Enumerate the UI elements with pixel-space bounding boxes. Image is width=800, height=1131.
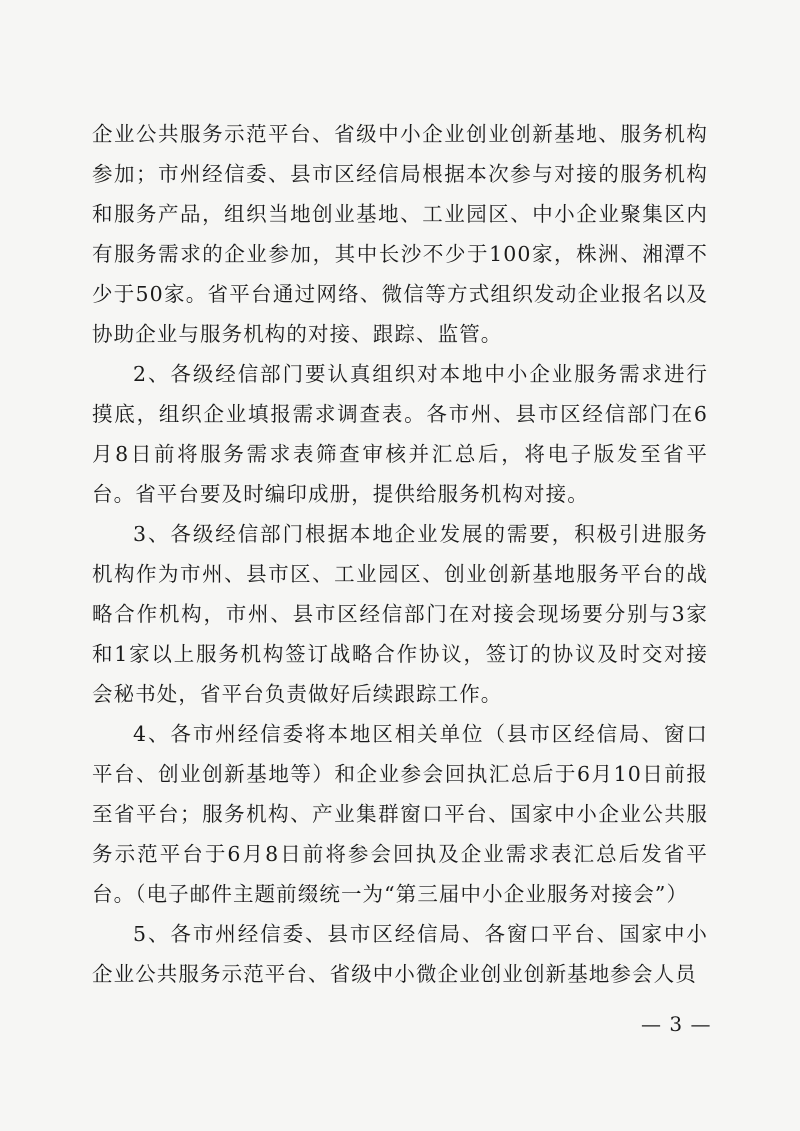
paragraph-1: 企业公共服务示范平台、省级中小企业创业创新基地、服务机构参加；市州经信委、县市区经信局根据本次参与对接的服务机构和服务产品，组织当地创业基地、工业园区、中小企业聚集区内有服务需求的企业参加，其中长沙不少于100家，株洲、湘潭不少于50家。省平台通过网络、微信等方式组织发动企业报名以及协助企业与服务机构的对接、跟踪、监管。	[92, 122, 708, 346]
page-number: — 3 —	[641, 1012, 712, 1036]
paragraph-5: 5、各市州经信委、县市区经信局、各窗口平台、国家中小企业公共服务示范平台、省级中小微企业创业创新基地参会人员	[92, 922, 708, 986]
paragraph-2: 2、各级经信部门要认真组织对本地中小企业服务需求进行摸底，组织企业填报需求调查表。各市州、县市区经信部门在6月8日前将服务需求表筛查审核并汇总后，将电子版发至省平台。省平台要及时编印成册，提供给服务机构对接。	[92, 362, 708, 506]
body-text	[92, 114, 708, 994]
paragraph-3: 3、各级经信部门根据本地企业发展的需要，积极引进服务机构作为市州、县市区、工业园区、创业创新基地服务平台的战略合作机构，市州、县市区经信部门在对接会现场要分别与3家和1家以上服务机构签订战略合作协议，签订的协议及时交对接会秘书处，省平台负责做好后续跟踪工作。	[92, 522, 708, 706]
paragraph-4: 4、各市州经信委将本地区相关单位（县市区经信局、窗口平台、创业创新基地等）和企业参会回执汇总后于6月10日前报至省平台；服务机构、产业集群窗口平台、国家中小企业公共服务示范平台于6月8日前将参会回执及企业需求表汇总后发省平台。（电子邮件主题前缀统一为“第三届中小企业服务对接会”）	[92, 722, 708, 906]
